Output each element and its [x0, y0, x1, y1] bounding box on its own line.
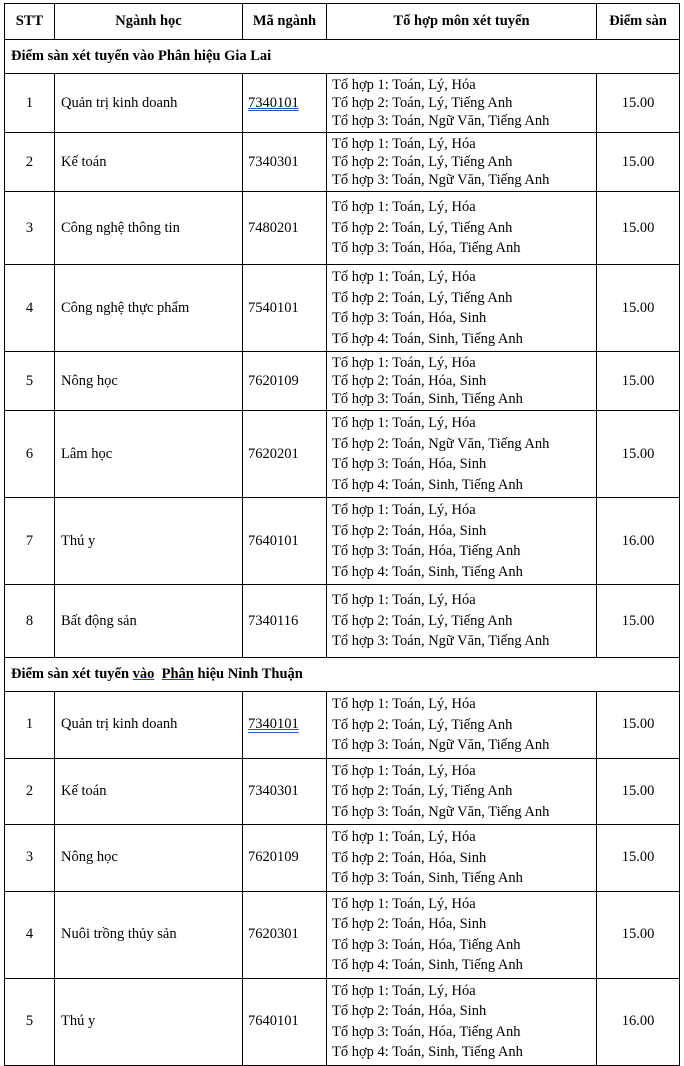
combo-line: Tổ hợp 2: Toán, Lý, Tiếng Anh — [332, 95, 513, 111]
section-title-part: hiệu Ninh Thuận — [193, 666, 303, 682]
major-code: 7480201 — [248, 219, 299, 236]
major-code: 7640101 — [248, 532, 299, 549]
combo-line: Tổ hợp 3: Toán, Sinh, Tiếng Anh — [332, 391, 523, 407]
table-row — [5, 498, 680, 585]
table-row — [5, 133, 680, 192]
row-code — [243, 498, 327, 585]
combo-line: Tổ hợp 2: Toán, Hóa, Sinh — [332, 522, 487, 539]
row-stt: 3 — [5, 825, 55, 892]
row-combos — [327, 758, 597, 825]
major-code[interactable]: 7340101 — [248, 94, 299, 111]
major-code[interactable]: 7340101 — [248, 716, 299, 733]
row-score: 15.00 — [597, 265, 680, 352]
combo-line: Tổ hợp 1: Toán, Lý, Hóa — [332, 415, 476, 431]
row-combos — [327, 133, 597, 192]
row-major: Bất động sản — [55, 585, 243, 658]
combo-line: Tổ hợp 3: Toán, Sinh, Tiếng Anh — [332, 870, 523, 886]
combo-line: Tổ hợp 1: Toán, Lý, Hóa — [332, 895, 476, 912]
section-title: Điểm sàn xét tuyển vào Phân hiệu Gia Lai — [5, 40, 680, 74]
row-stt: 6 — [5, 411, 55, 498]
header-code: Mã ngành — [243, 4, 327, 40]
combo-line: Tổ hợp 1: Toán, Lý, Hóa — [332, 829, 476, 845]
section-title-part: vào — [132, 666, 155, 682]
combo-line: Tổ hợp 3: Toán, Ngữ Văn, Tiếng Anh — [332, 172, 550, 188]
combo-line: Tổ hợp 4: Toán, Sinh, Tiếng Anh — [332, 957, 523, 973]
row-code — [243, 978, 327, 1065]
row-combos — [327, 978, 597, 1065]
combo-line: Tổ hợp 2: Toán, Hóa, Sinh — [332, 849, 487, 866]
row-combos — [327, 891, 597, 978]
row-combos — [327, 352, 597, 411]
table-row — [5, 74, 680, 133]
section-gia-lai-header — [5, 40, 680, 74]
combo-line: Tổ hợp 2: Toán, Lý, Tiếng Anh — [332, 154, 513, 170]
row-code — [243, 891, 327, 978]
row-major: Nuôi trồng thủy sản — [55, 891, 243, 978]
row-combos — [327, 498, 597, 585]
combo-line: Tổ hợp 1: Toán, Lý, Hóa — [332, 269, 476, 285]
combo-line: Tổ hợp 2: Toán, Lý, Tiếng Anh — [332, 716, 513, 733]
row-score: 16.00 — [597, 978, 680, 1065]
row-stt: 8 — [5, 585, 55, 658]
table-row — [5, 978, 680, 1065]
row-code — [243, 692, 327, 759]
combo-line: Tổ hợp 1: Toán, Lý, Hóa — [332, 696, 476, 712]
major-code: 7620109 — [248, 849, 299, 866]
row-code — [243, 133, 327, 192]
row-score: 15.00 — [597, 585, 680, 658]
row-score: 15.00 — [597, 133, 680, 192]
row-score: 15.00 — [597, 758, 680, 825]
combo-line: Tổ hợp 4: Toán, Sinh, Tiếng Anh — [332, 1044, 523, 1060]
combo-line: Tổ hợp 1: Toán, Lý, Hóa — [332, 982, 476, 999]
table-row — [5, 192, 680, 265]
combo-line: Tổ hợp 2: Toán, Hóa, Sinh — [332, 1003, 487, 1019]
major-code: 7540101 — [248, 299, 299, 316]
header-combos: Tổ hợp môn xét tuyển — [327, 4, 597, 40]
row-major: Nông học — [55, 825, 243, 892]
row-stt: 4 — [5, 891, 55, 978]
combo-line: Tổ hợp 1: Toán, Lý, Hóa — [332, 762, 476, 779]
table-row — [5, 265, 680, 352]
row-stt: 4 — [5, 265, 55, 352]
row-score: 15.00 — [597, 192, 680, 265]
header-score: Điểm sàn — [597, 4, 680, 40]
section-title-part: Phân — [161, 666, 194, 682]
combo-line: Tổ hợp 3: Toán, Ngữ Văn, Tiếng Anh — [332, 633, 550, 650]
combo-line: Tổ hợp 2: Toán, Hóa, Sinh — [332, 373, 487, 389]
row-stt: 7 — [5, 498, 55, 585]
table-row — [5, 891, 680, 978]
row-score: 16.00 — [597, 498, 680, 585]
row-major: Lâm học — [55, 411, 243, 498]
combo-line: Tổ hợp 3: Toán, Ngữ Văn, Tiếng Anh — [332, 803, 550, 820]
row-score: 15.00 — [597, 74, 680, 133]
row-score: 15.00 — [597, 411, 680, 498]
section-title — [5, 658, 680, 692]
row-major: Công nghệ thông tin — [55, 192, 243, 265]
row-stt: 2 — [5, 133, 55, 192]
row-code — [243, 585, 327, 658]
row-score: 15.00 — [597, 352, 680, 411]
combo-line: Tổ hợp 3: Toán, Hóa, Tiếng Anh — [332, 543, 521, 559]
combo-line: Tổ hợp 3: Toán, Hóa, Tiếng Anh — [332, 1023, 521, 1040]
row-combos — [327, 265, 597, 352]
table-row — [5, 411, 680, 498]
admission-score-table — [4, 3, 680, 1066]
row-major: Kế toán — [55, 758, 243, 825]
row-stt: 2 — [5, 758, 55, 825]
combo-line: Tổ hợp 3: Toán, Ngữ Văn, Tiếng Anh — [332, 113, 550, 129]
table-row — [5, 585, 680, 658]
row-combos — [327, 585, 597, 658]
row-major: Thú y — [55, 978, 243, 1065]
section-title-part: Điểm sàn xét tuyển — [11, 666, 133, 682]
major-code: 7340301 — [248, 782, 299, 799]
major-code: 7340116 — [248, 612, 299, 629]
table-row — [5, 825, 680, 892]
combo-line: Tổ hợp 2: Toán, Ngữ Văn, Tiếng Anh — [332, 435, 550, 452]
combo-line: Tổ hợp 3: Toán, Hóa, Sinh — [332, 310, 487, 326]
row-stt: 1 — [5, 692, 55, 759]
row-code — [243, 411, 327, 498]
combo-line: Tổ hợp 1: Toán, Lý, Hóa — [332, 502, 476, 518]
combo-line: Tổ hợp 1: Toán, Lý, Hóa — [332, 136, 476, 152]
row-score: 15.00 — [597, 825, 680, 892]
row-stt: 5 — [5, 978, 55, 1065]
combo-line: Tổ hợp 4: Toán, Sinh, Tiếng Anh — [332, 563, 523, 580]
row-score: 15.00 — [597, 692, 680, 759]
row-combos — [327, 74, 597, 133]
major-code: 7620301 — [248, 926, 299, 942]
combo-line: Tổ hợp 1: Toán, Lý, Hóa — [332, 355, 476, 371]
row-code — [243, 758, 327, 825]
combo-line: Tổ hợp 2: Toán, Lý, Tiếng Anh — [332, 612, 513, 629]
row-combos — [327, 825, 597, 892]
combo-line: Tổ hợp 3: Toán, Ngữ Văn, Tiếng Anh — [332, 737, 550, 753]
combo-line: Tổ hợp 3: Toán, Hóa, Tiếng Anh — [332, 936, 521, 953]
row-code — [243, 265, 327, 352]
combo-line: Tổ hợp 1: Toán, Lý, Hóa — [332, 199, 476, 216]
table-row — [5, 758, 680, 825]
header-stt: STT — [5, 4, 55, 40]
header-row — [5, 4, 680, 40]
row-code — [243, 352, 327, 411]
major-code: 7620109 — [248, 372, 299, 389]
header-major: Ngành học — [55, 4, 243, 40]
major-code: 7620201 — [248, 445, 299, 462]
row-code — [243, 192, 327, 265]
combo-line: Tổ hợp 1: Toán, Lý, Hóa — [332, 592, 476, 609]
combo-line: Tổ hợp 4: Toán, Sinh, Tiếng Anh — [332, 476, 523, 493]
table-row — [5, 352, 680, 411]
combo-line: Tổ hợp 3: Toán, Hóa, Tiếng Anh — [332, 240, 521, 257]
row-major: Nông học — [55, 352, 243, 411]
row-combos — [327, 692, 597, 759]
section-ninh-thuan-header — [5, 658, 680, 692]
combo-line: Tổ hợp 2: Toán, Lý, Tiếng Anh — [332, 219, 513, 236]
combo-line: Tổ hợp 3: Toán, Hóa, Sinh — [332, 456, 487, 472]
combo-line: Tổ hợp 2: Toán, Hóa, Sinh — [332, 916, 487, 932]
row-combos — [327, 192, 597, 265]
row-major: Quản trị kinh doanh — [55, 692, 243, 759]
major-code: 7640101 — [248, 1013, 299, 1029]
row-code — [243, 825, 327, 892]
combo-line: Tổ hợp 1: Toán, Lý, Hóa — [332, 77, 476, 93]
row-major: Quản trị kinh doanh — [55, 74, 243, 133]
row-score: 15.00 — [597, 891, 680, 978]
row-major: Công nghệ thực phẩm — [55, 265, 243, 352]
row-stt: 1 — [5, 74, 55, 133]
table-row — [5, 692, 680, 759]
combo-line: Tổ hợp 2: Toán, Lý, Tiếng Anh — [332, 289, 513, 306]
combo-line: Tổ hợp 4: Toán, Sinh, Tiếng Anh — [332, 330, 523, 347]
row-combos — [327, 411, 597, 498]
row-major: Kế toán — [55, 133, 243, 192]
major-code: 7340301 — [248, 153, 299, 170]
section-title-part — [154, 666, 161, 682]
row-stt: 3 — [5, 192, 55, 265]
row-code — [243, 74, 327, 133]
row-major: Thú y — [55, 498, 243, 585]
combo-line: Tổ hợp 2: Toán, Lý, Tiếng Anh — [332, 783, 513, 799]
row-stt: 5 — [5, 352, 55, 411]
